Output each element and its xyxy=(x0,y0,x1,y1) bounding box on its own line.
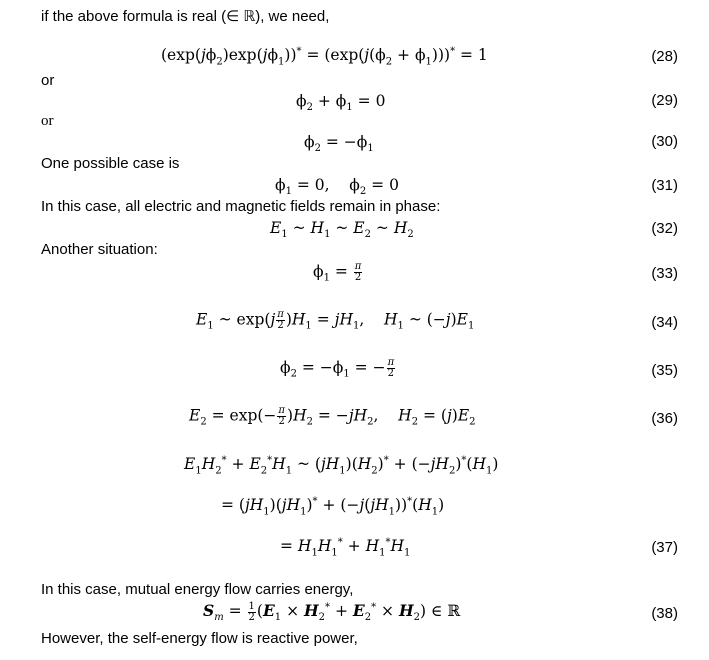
equation-37-line-2: = $(jH_1)(jH_1)^* + (-j(jH_1))^*(H_1)$ xyxy=(221,496,445,518)
equation-number-37: (37) xyxy=(651,539,678,556)
in-phase-text: In this case, all electric and magnetic fields remain in phase: xyxy=(41,198,441,215)
equation-28: $(\exp(j\phi_2)\exp(j\phi_1))^* = (\exp(j(\phi_2 + \phi_1)))^* = 1$ xyxy=(161,46,488,68)
self-energy-text: However, the self-energy flow is reactive power, xyxy=(41,630,358,647)
equation-number-34: (34) xyxy=(651,314,678,331)
equation-31: $\phi_1 = 0$, $\phi_2 = 0$ xyxy=(275,176,399,198)
equation-number-38: (38) xyxy=(651,605,678,622)
equation-30: $\phi_2 = -\phi_1$ xyxy=(304,133,374,155)
equation-29: $\phi_2 + \phi_1 = 0$ xyxy=(296,92,386,114)
equation-37-line-3: = $H_1H_1^* + H_1^*H_1$ xyxy=(280,537,411,559)
equation-number-33: (33) xyxy=(651,265,678,282)
or-text-1: or xyxy=(41,72,55,89)
equation-number-31: (31) xyxy=(651,177,678,194)
equation-number-30: (30) xyxy=(651,133,678,150)
equation-number-36: (36) xyxy=(651,410,678,427)
one-case-text: One possible case is xyxy=(41,155,180,172)
mutual-energy-text: In this case, mutual energy flow carries energy, xyxy=(41,581,354,598)
another-situation-text: Another situation: xyxy=(41,241,158,258)
intro-text: if the above formula is real (∈ ℝ), we need, xyxy=(41,8,330,25)
or-text-2: or xyxy=(41,113,54,129)
equation-33: $\phi_1$ = $\frac{\pi}{2}$ xyxy=(313,261,362,284)
equation-32: $E_1$ ~ $H_1$ ~ $E_2$ ~ $H_2$ xyxy=(270,219,414,241)
equation-number-35: (35) xyxy=(651,362,678,379)
equation-37-line-1: $E_1H_2^* + E_2^*H_1$ ~ $(jH_1)(H_2)^* + (-jH_2)^*(H_1)$ xyxy=(184,455,499,477)
equation-36: $E_2 = \exp(-$ $\frac{\pi}{2}$ )$H_2 = -jH_2$, $H_2 = (j)E_2$ xyxy=(189,405,476,428)
equation-number-32: (32) xyxy=(651,220,678,237)
equation-38: $S_m$ = $\frac{1}{2}$ $(E_1 \times H_2^* + E_2^* \times H_2)$ ∈ ℝ xyxy=(203,600,461,624)
equation-35: $\phi_2 = -\phi_1$ = − $\frac{\pi}{2}$ xyxy=(280,357,395,380)
equation-number-29: (29) xyxy=(651,92,678,109)
equation-34: $E_1$ ~ exp(j $\frac{\pi}{2}$ )$H_1 = jH_1$, $H_1$ ~ $(-j)E_1$ xyxy=(196,309,475,332)
equation-number-28: (28) xyxy=(651,48,678,65)
